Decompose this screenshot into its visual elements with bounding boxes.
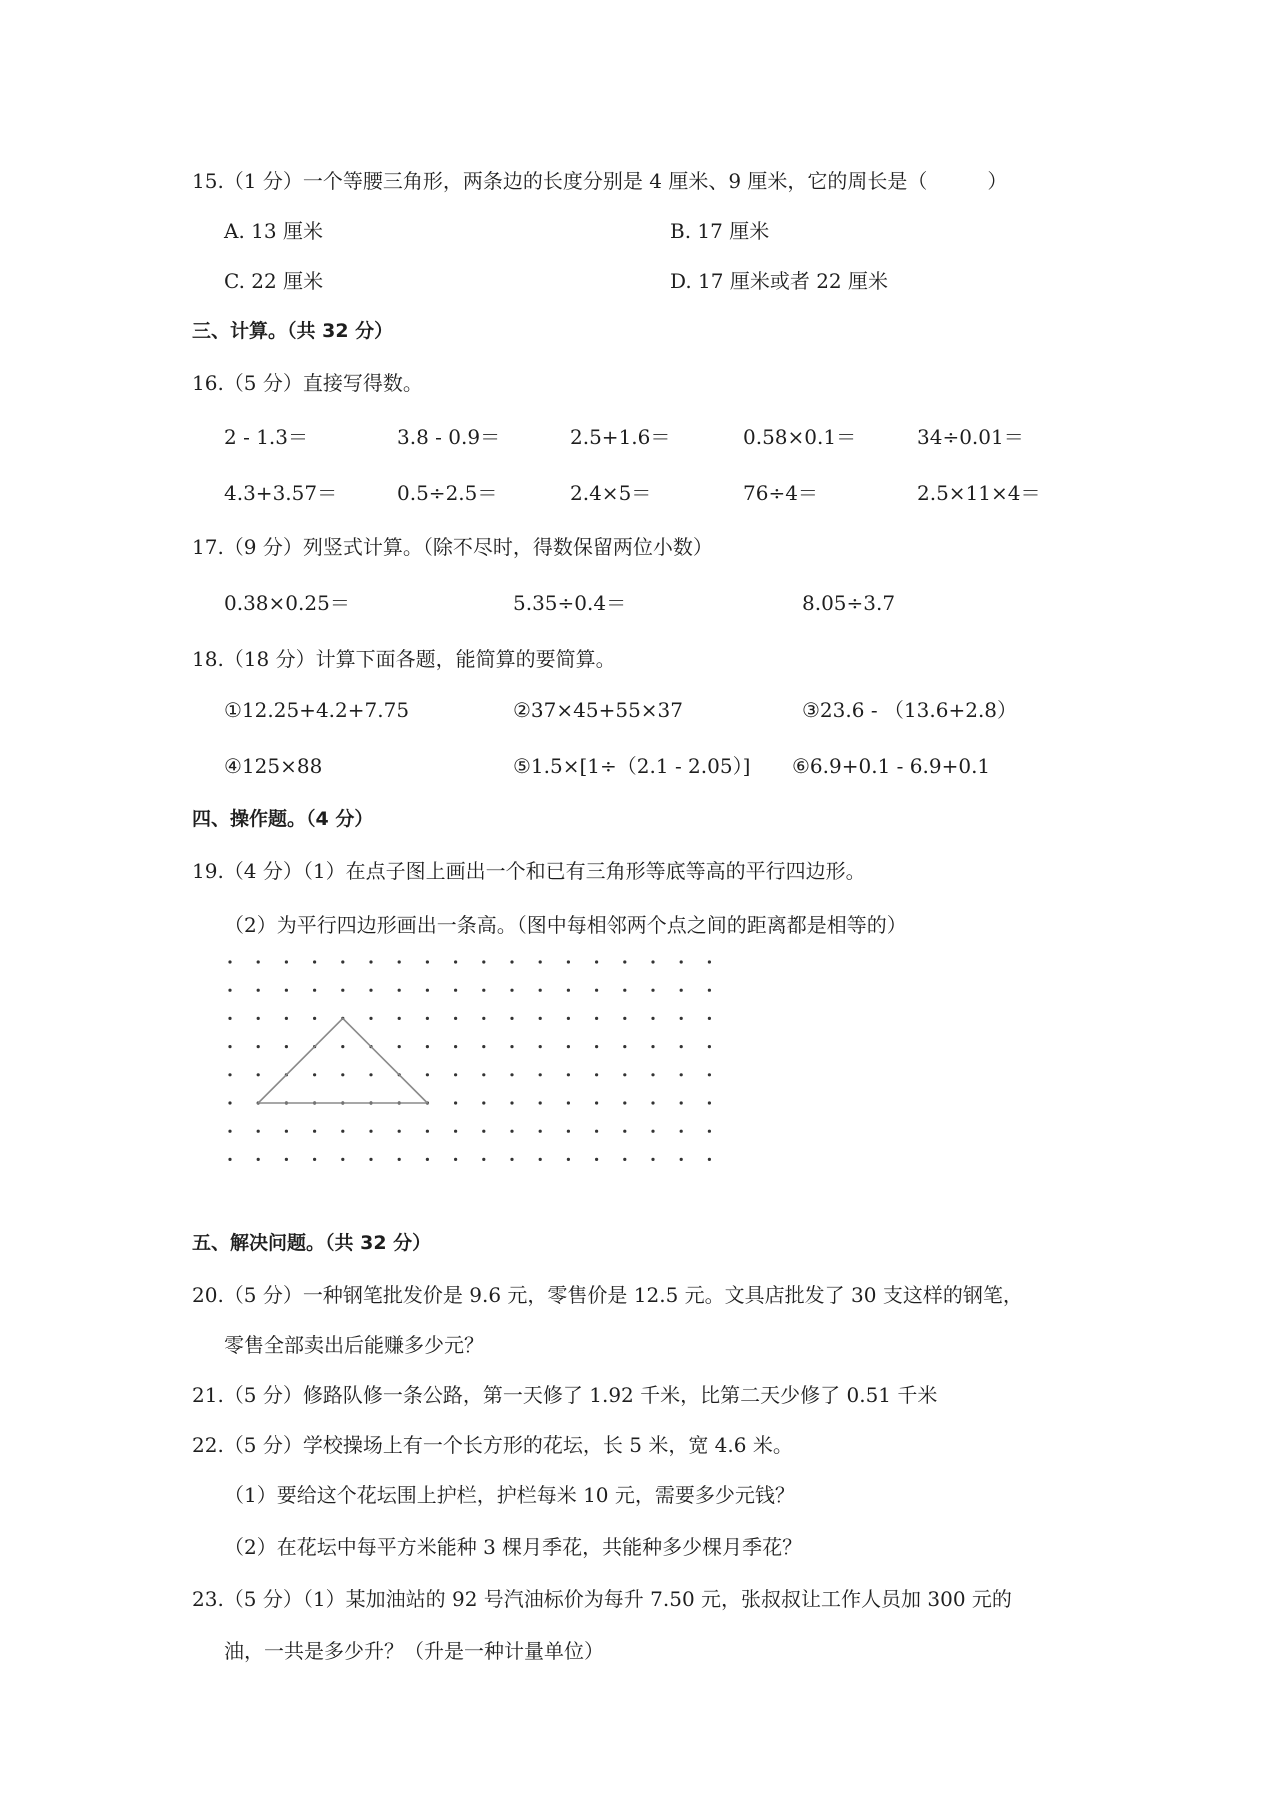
grid-dot xyxy=(539,1073,542,1076)
grid-dot xyxy=(454,1101,457,1104)
grid-dot xyxy=(623,960,626,963)
grid-dot xyxy=(539,1158,542,1161)
grid-dot xyxy=(369,1158,372,1161)
q18-item: ⑤1.5×[1÷（2.1 - 2.05）] xyxy=(513,754,751,778)
grid-dot xyxy=(228,1101,231,1104)
grid-dot xyxy=(341,1158,344,1161)
grid-dot xyxy=(539,960,542,963)
grid-dot xyxy=(341,1073,344,1076)
grid-dot xyxy=(680,1158,683,1161)
grid-dot xyxy=(257,1045,260,1048)
q15-option-b: B. 17 厘米 xyxy=(670,219,770,243)
grid-dot xyxy=(426,989,429,992)
grid-dot xyxy=(426,1017,429,1020)
grid-dot xyxy=(510,1130,513,1133)
grid-dot xyxy=(708,1017,711,1020)
grid-dot xyxy=(228,1017,231,1020)
q20-line2: 零售全部卖出后能赚多少元？ xyxy=(224,1333,484,1357)
q18-item: ④125×88 xyxy=(224,754,323,778)
grid-dot xyxy=(426,1158,429,1161)
q20-line1: 20.（5 分）一种钢笔批发价是 9.6 元，零售价是 12.5 元。文具店批发了 30 支这样的钢笔， xyxy=(192,1283,1023,1307)
grid-dot xyxy=(398,960,401,963)
grid-dot xyxy=(313,1130,316,1133)
grid-dot xyxy=(708,1158,711,1161)
grid-dot xyxy=(482,1073,485,1076)
q15-stem: 15.（1 分）一个等腰三角形，两条边的长度分别是 4 厘米、9 厘米，它的周长是（ ） xyxy=(192,169,1008,193)
q16-item: 34÷0.01＝ xyxy=(917,425,1024,449)
q16-item: 2 - 1.3＝ xyxy=(224,425,309,449)
grid-dot xyxy=(369,1073,372,1076)
grid-dot xyxy=(341,1130,344,1133)
given-triangle xyxy=(258,1018,427,1103)
grid-dot xyxy=(228,1045,231,1048)
grid-dot xyxy=(708,1045,711,1048)
grid-dot xyxy=(257,1073,260,1076)
dot-grid-figure xyxy=(222,952,742,1212)
grid-dot xyxy=(313,1158,316,1161)
grid-dot xyxy=(285,1017,288,1020)
grid-dot xyxy=(651,1045,654,1048)
grid-dot xyxy=(595,1045,598,1048)
grid-dot xyxy=(482,1017,485,1020)
q18-item: ②37×45+55×37 xyxy=(513,698,683,722)
grid-dot xyxy=(567,1045,570,1048)
grid-dot xyxy=(454,1158,457,1161)
grid-dot xyxy=(510,1045,513,1048)
grid-dot xyxy=(651,1130,654,1133)
grid-dot xyxy=(228,1130,231,1133)
grid-dot xyxy=(398,1017,401,1020)
grid-dot xyxy=(680,989,683,992)
grid-dot xyxy=(257,960,260,963)
q17-stem: 17.（9 分）列竖式计算。（除不尽时，得数保留两位小数） xyxy=(192,535,713,559)
grid-dot xyxy=(482,1158,485,1161)
grid-dot xyxy=(257,1158,260,1161)
q16-item: 2.5×11×4＝ xyxy=(917,481,1041,505)
grid-dot xyxy=(680,960,683,963)
grid-dot xyxy=(454,1073,457,1076)
q19-stem: 19.（4 分）（1）在点子图上画出一个和已有三角形等底等高的平行四边形。 xyxy=(192,859,866,883)
q15-option-c: C. 22 厘米 xyxy=(224,269,324,293)
grid-dot xyxy=(595,1130,598,1133)
grid-dot xyxy=(482,989,485,992)
grid-dot xyxy=(651,1158,654,1161)
q16-item: 2.5+1.6＝ xyxy=(570,425,671,449)
q22-sub1: （1）要给这个花坛围上护栏，护栏每米 10 元，需要多少元钱？ xyxy=(224,1483,795,1507)
grid-dot xyxy=(510,1017,513,1020)
grid-dot xyxy=(539,989,542,992)
q23-line2: 油，一共是多少升？（升是一种计量单位） xyxy=(224,1639,604,1663)
grid-dot xyxy=(595,1101,598,1104)
grid-dot xyxy=(708,960,711,963)
grid-dot xyxy=(285,960,288,963)
q17-item: 5.35÷0.4＝ xyxy=(513,591,627,615)
grid-dot xyxy=(398,1158,401,1161)
section-5-title: 五、解决问题。（共 32 分） xyxy=(192,1232,432,1254)
grid-dot xyxy=(454,1130,457,1133)
grid-dot xyxy=(539,1017,542,1020)
grid-dot xyxy=(623,1101,626,1104)
grid-dot xyxy=(680,1130,683,1133)
grid-dot xyxy=(539,1045,542,1048)
grid-dot xyxy=(313,960,316,963)
grid-dot xyxy=(510,960,513,963)
section-4-title: 四、操作题。（4 分） xyxy=(192,808,374,830)
q16-item: 2.4×5＝ xyxy=(570,481,652,505)
q16-item: 0.58×0.1＝ xyxy=(743,425,857,449)
grid-dot xyxy=(426,1045,429,1048)
grid-dot xyxy=(567,989,570,992)
q23-line1: 23.（5 分）（1）某加油站的 92 号汽油标价为每升 7.50 元，张叔叔让工作人员加 300 元的 xyxy=(192,1587,1012,1611)
grid-dot xyxy=(369,1130,372,1133)
grid-dot xyxy=(708,1101,711,1104)
grid-dot xyxy=(482,1130,485,1133)
grid-dot xyxy=(567,1130,570,1133)
grid-dot xyxy=(623,1130,626,1133)
grid-dot xyxy=(482,1045,485,1048)
q18-item: ③23.6 - （13.6+2.8） xyxy=(802,698,1018,722)
grid-dot xyxy=(482,1101,485,1104)
grid-dot xyxy=(313,1017,316,1020)
grid-dot xyxy=(285,1045,288,1048)
grid-dot xyxy=(398,989,401,992)
grid-dot xyxy=(595,1158,598,1161)
grid-dot xyxy=(341,1045,344,1048)
grid-dot xyxy=(454,989,457,992)
grid-dot xyxy=(228,1158,231,1161)
grid-dot xyxy=(313,1073,316,1076)
grid-dot xyxy=(567,1101,570,1104)
grid-dot xyxy=(285,1130,288,1133)
grid-dot xyxy=(510,989,513,992)
grid-dot xyxy=(510,1101,513,1104)
grid-dot xyxy=(257,989,260,992)
grid-dot xyxy=(623,1158,626,1161)
grid-dot xyxy=(454,1045,457,1048)
q16-stem: 16.（5 分）直接写得数。 xyxy=(192,371,423,395)
grid-dot xyxy=(257,1017,260,1020)
grid-dot xyxy=(341,960,344,963)
grid-dot xyxy=(257,1130,260,1133)
q19-sub2: （2）为平行四边形画出一条高。（图中每相邻两个点之间的距离都是相等的） xyxy=(224,913,907,937)
grid-dot xyxy=(680,1073,683,1076)
grid-dot xyxy=(539,1101,542,1104)
q17-item: 0.38×0.25＝ xyxy=(224,591,350,615)
grid-dot xyxy=(623,1017,626,1020)
q15-option-a: A. 13 厘米 xyxy=(224,219,323,243)
grid-dot xyxy=(510,1158,513,1161)
grid-dot xyxy=(623,1073,626,1076)
grid-dot xyxy=(708,1073,711,1076)
q21-line1: 21.（5 分）修路队修一条公路，第一天修了 1.92 千米，比第二天少修了 0.51 千米 xyxy=(192,1383,938,1407)
q18-stem: 18.（18 分）计算下面各题，能简算的要简算。 xyxy=(192,647,616,671)
grid-dot xyxy=(651,960,654,963)
q18-item: ①12.25+4.2+7.75 xyxy=(224,698,410,722)
grid-dot xyxy=(510,1073,513,1076)
grid-dot xyxy=(708,989,711,992)
q18-item: ⑥6.9+0.1 - 6.9+0.1 xyxy=(792,754,991,778)
q15-option-d: D. 17 厘米或者 22 厘米 xyxy=(670,269,889,293)
grid-dot xyxy=(285,1158,288,1161)
grid-dot xyxy=(341,989,344,992)
grid-dot xyxy=(313,989,316,992)
grid-dot xyxy=(369,960,372,963)
grid-dot xyxy=(708,1130,711,1133)
grid-dot xyxy=(398,1045,401,1048)
grid-dot xyxy=(285,989,288,992)
grid-dot xyxy=(426,1130,429,1133)
grid-dot xyxy=(228,1073,231,1076)
q16-item: 4.3+3.57＝ xyxy=(224,481,338,505)
grid-dot xyxy=(228,960,231,963)
q22-stem: 22.（5 分）学校操场上有一个长方形的花坛，长 5 米，宽 4.6 米。 xyxy=(192,1433,793,1457)
grid-dot xyxy=(651,989,654,992)
grid-dot xyxy=(482,960,485,963)
grid-dot xyxy=(623,989,626,992)
grid-dot xyxy=(454,1017,457,1020)
grid-dot xyxy=(369,1017,372,1020)
grid-dot xyxy=(651,1017,654,1020)
grid-dot xyxy=(651,1101,654,1104)
grid-dot xyxy=(623,1045,626,1048)
grid-dot xyxy=(595,960,598,963)
q17-item: 8.05÷3.7 xyxy=(802,591,896,615)
grid-dot xyxy=(595,989,598,992)
q22-sub2: （2）在花坛中每平方米能种 3 棵月季花，共能种多少棵月季花？ xyxy=(224,1535,803,1559)
grid-dot xyxy=(567,1017,570,1020)
grid-dot xyxy=(680,1017,683,1020)
grid-dot xyxy=(426,960,429,963)
grid-dot xyxy=(595,1017,598,1020)
q16-item: 76÷4＝ xyxy=(743,481,818,505)
grid-dot xyxy=(369,989,372,992)
grid-dot xyxy=(426,1073,429,1076)
section-3-title: 三、计算。（共 32 分） xyxy=(192,320,394,342)
grid-dot xyxy=(454,960,457,963)
q16-item: 3.8 - 0.9＝ xyxy=(397,425,501,449)
grid-dot xyxy=(567,1158,570,1161)
grid-dot xyxy=(398,1130,401,1133)
grid-dot xyxy=(680,1045,683,1048)
grid-dot xyxy=(567,960,570,963)
grid-dot xyxy=(595,1073,598,1076)
grid-dot xyxy=(567,1073,570,1076)
grid-dot xyxy=(680,1101,683,1104)
grid-dot xyxy=(539,1130,542,1133)
grid-dot xyxy=(228,989,231,992)
q16-item: 0.5÷2.5＝ xyxy=(397,481,498,505)
grid-dot xyxy=(651,1073,654,1076)
